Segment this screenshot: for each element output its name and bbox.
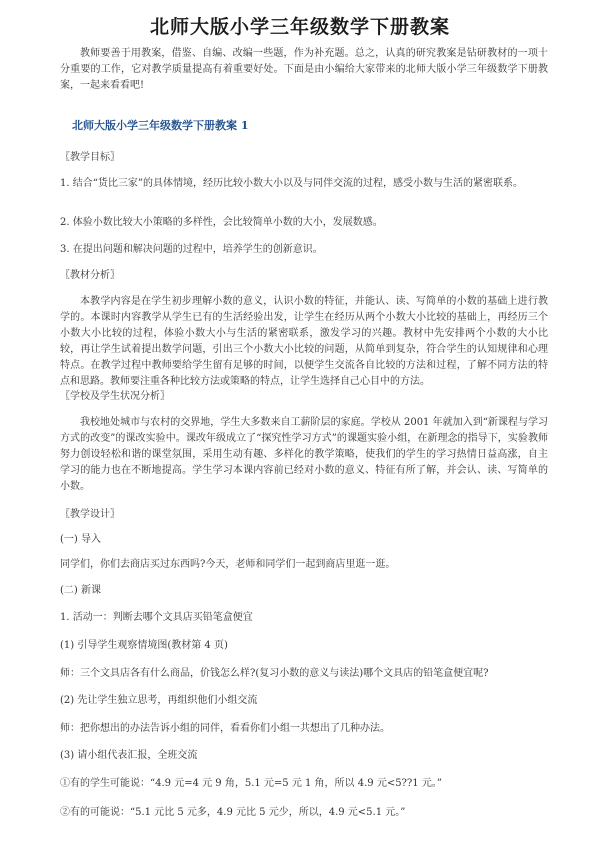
teacher-question-1: 师：三个文具店各有什么商品，价钱怎么样?(复习小数的意义与读法)哪个文具店的铅笔盒便宜呢?	[60, 668, 489, 679]
activity-1: 1. 活动一：判断去哪个文具店买铅笔盒便宜	[60, 612, 253, 623]
school-paragraph: 我校地处城市与农村的交界地，学生大多数来自工薪阶层的家庭。学校从 2001 年就加入到“新课程与学习方式的改变”的课改实验中。课改年级成立了“探究性学习方式”的课题实验小组，在新理念的指导下，实验教师努力创设轻松和谐的课堂氛围，采用生动有趣、多样化的教学策略，使我们的学生的学习热情日益高涨，自主学习的能力也在不断地提高。学生学习本课内容前已经对小数的意义、特征有所了解，并会认、读、写简单的小数。	[60, 417, 548, 492]
teacher-instruction-2: 师：把你想出的办法告诉小组的同伴，看看你们小组一共想出了几种办法。	[60, 723, 390, 734]
student-answer-1: ①有的学生可能说：“4.9 元=4 元 9 角，5.1 元=5 元 1 角，所以 4.9 元<5??1 元。”	[60, 778, 442, 789]
analysis-heading: 〖教材分析〗	[60, 270, 120, 281]
part-intro-text: 同学们，你们去商店买过东西吗?今天，老师和同学们一起到商店里逛一逛。	[60, 559, 396, 570]
student-answer-2: ②有的可能说：“5.1 元比 5 元多，4.9 元比 5 元少，所以，4.9 元<5.1 元。”	[60, 807, 406, 818]
part-intro-heading: (一) 导入	[60, 534, 101, 545]
section-title: 北师大版小学三年级数学下册教案 1	[72, 119, 249, 132]
page-title: 北师大版小学三年级数学下册教案	[149, 16, 450, 38]
step-3: (3) 请小组代表汇报，全班交流	[60, 750, 198, 761]
goal-item-3: 3. 在提出问题和解决问题的过程中，培养学生的创新意识。	[60, 244, 323, 255]
goal-item-2: 2. 体验小数比较大小策略的多样性，会比较简单小数的大小，发展数感。	[60, 217, 383, 228]
step-1: (1) 引导学生观察情境图(教材第 4 页)	[60, 640, 228, 651]
school-heading: 〖学校及学生状况分析〗	[60, 391, 170, 402]
part-new-lesson-heading: (二) 新课	[60, 585, 101, 596]
intro-paragraph: 教师要善于用教案，借鉴、自编、改编一些题，作为补充题。总之，认真的研究教案是钻研教材的一项十分重要的工作，它对教学质量提高有着重要好处。下面是由小编给大家带来的北师大版小学三年级数学下册教案，一起来看看吧!	[60, 48, 548, 91]
goal-item-1: 1. 结合“货比三家”的具体情境，经历比较小数大小以及与同伴交流的过程，感受小数与生活的紧密联系。	[60, 178, 523, 189]
goals-heading: 〖教学目标〗	[60, 152, 120, 163]
step-2: (2) 先让学生独立思考，再组织他们小组交流	[60, 695, 258, 706]
analysis-paragraph: 本教学内容是在学生初步理解小数的意义，认识小数的特征，并能认、读、写简单的小数的基础上进行教学的。本课时内容教学从学生已有的生活经验出发，让学生在经历从两个小数大小比较的基础上，再经历三个小数大小比较的过程，体验小数大小与生活的紧密联系，激发学习的兴趣。教材中先安排两个小数的大小比较，再让学生试着提出数学问题，引出三个小数大小比较的问题，从简单到复杂，符合学生的认知规律和心理特点。在教学过程中教师要给学生留有足够的时间，以便学生交流各自比较的方法和过程，了解不同方法的特点和思路。教师要注重各种比较方法或策略的特点，让学生选择自己心目中的方法。	[60, 296, 548, 387]
design-heading: 〖教学设计〗	[60, 509, 120, 520]
